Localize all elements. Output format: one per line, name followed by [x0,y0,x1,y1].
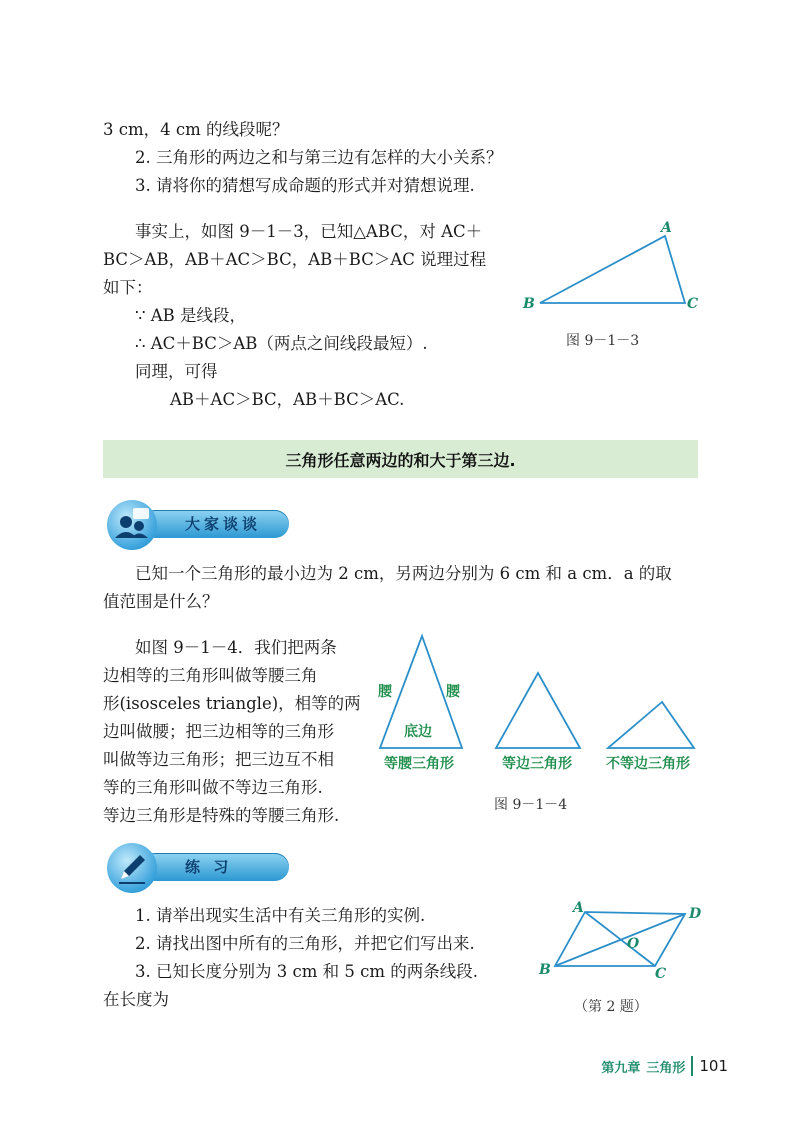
discussion-title: 大家谈谈 [185,515,262,533]
people-icon [107,500,157,550]
proof-line-1: 事实上，如图 9－1－3，已知△ABC，对 AC＋ [135,222,483,241]
definition-line-4: 边叫做腰；把三边相等的三角形 [103,722,334,741]
proof-line-5: ∴ AC＋BC＞AB（两点之间线段最短）. [135,334,428,353]
vertex-label-b: B [539,962,551,978]
question-2: 2. 三角形的两边之和与第三边有怎样的大小关系？ [135,148,503,167]
vertex-label-a: A [661,220,672,236]
practice-line-2: 2. 请找出图中所有的三角形，并把它们写出来. [135,934,475,953]
text-line: 3 cm，4 cm 的线段呢？ [103,120,289,139]
practice-line-1: 1. 请举出现实生活中有关三角形的实例. [135,906,426,925]
figure-parallelogram [535,898,715,988]
discussion-header [103,500,293,550]
vertex-label-a: A [573,900,584,916]
figure-caption-practice-2: （第 2 题） [574,999,648,1015]
footer-divider [691,1056,693,1076]
proof-line-6: 同理，可得 [135,362,218,381]
vertex-label-c: C [655,966,667,982]
question-3: 3. 请将你的猜想写成命题的形式并对猜想说理. [135,176,475,195]
vertex-label-b: B [523,296,535,312]
vertex-label-c: C [687,296,699,312]
page-footer [601,1056,728,1076]
definition-line-5: 叫做等边三角形；把三边互不相 [103,750,334,769]
definition-line-2: 边相等的三角形叫做等腰三角 [103,666,318,685]
figure-caption-9-1-3: 图 9－1－3 [566,333,640,349]
practice-line-3: 3. 已知长度分别为 3 cm 和 5 cm 的两条线段. [135,962,478,981]
figure-triangle-abc [515,218,715,318]
proof-line-2: BC＞AB，AB＋AC＞BC，AB＋BC＞AC 说理过程 [103,250,487,269]
equilateral-label: 等边三角形 [502,756,572,772]
proof-line-3: 如下： [103,278,153,297]
definition-line-7: 等边三角形是特殊的等腰三角形. [103,806,340,825]
pencil-icon [107,843,157,893]
theorem-text: 三角形任意两边的和大于第三边. [285,450,516,470]
leg-label-left: 腰 [378,684,392,700]
figure-triangle-types [372,628,707,778]
theorem-banner [103,440,698,478]
proof-line-7: AB＋AC＞BC，AB＋BC＞AC. [170,390,405,409]
proof-line-4: ∵ AB 是线段， [135,306,247,325]
definition-line-3: 形(isosceles triangle)，相等的两 [103,694,361,713]
practice-line-4: 在长度为 [103,990,169,1009]
chapter-topic: 三角形 [646,1060,686,1076]
chapter-label: 第九章 [601,1060,641,1076]
scalene-label: 不等边三角形 [606,756,690,772]
figure-caption-9-1-4: 图 9－1－4 [494,797,568,813]
definition-line-6: 等的三角形叫做不等边三角形. [103,778,323,797]
vertex-label-o: O [627,936,640,952]
base-label: 底边 [404,724,432,740]
practice-header [103,843,293,893]
discussion-line-1: 已知一个三角形的最小边为 2 cm，另两边分别为 6 cm 和 a cm．a 的取 [135,564,672,583]
practice-title: 练 习 [185,858,233,876]
isosceles-label: 等腰三角形 [384,756,454,772]
definition-line-1: 如图 9－1－4．我们把两条 [135,638,337,657]
vertex-label-d: D [689,906,702,922]
page-number: 101 [699,1057,728,1075]
leg-label-right: 腰 [446,684,460,700]
discussion-line-2: 值范围是什么？ [103,592,219,611]
